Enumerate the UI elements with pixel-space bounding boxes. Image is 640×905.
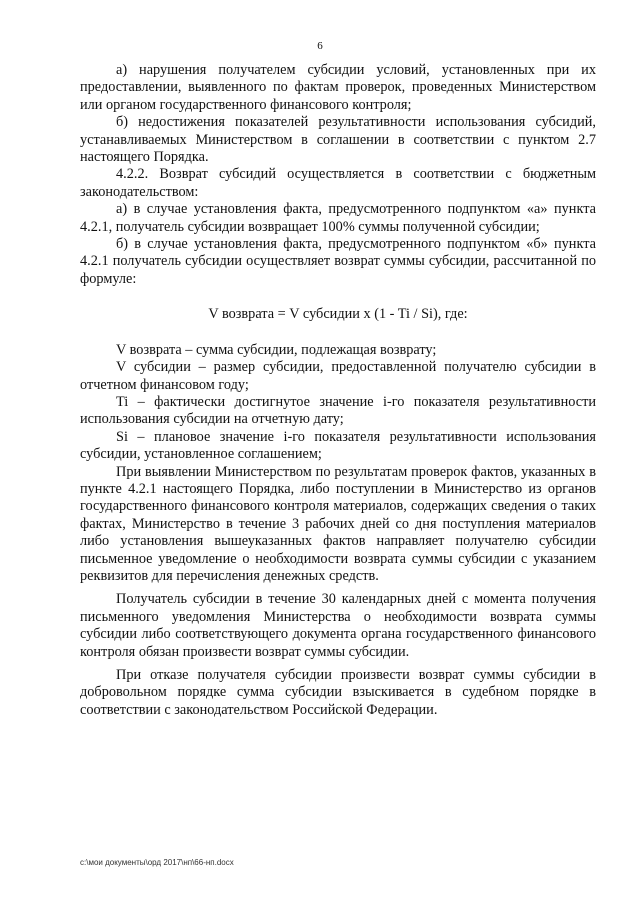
document-body <box>80 62 596 719</box>
paragraph-4-2-2: 4.2.2. Возврат субсидий осуществляется в соответствии с бюджетным законодательством: <box>80 166 596 200</box>
file-path-footer: c:\мои документы\орд 2017\нп\66-нп.docx <box>80 858 234 867</box>
definition-ti: Ti – фактически достигнутое значение i-го показателя результативности использования субсидии на отчетную дату; <box>80 393 596 428</box>
definition-si: Si – плановое значение i-го показателя результативности использования субсидии, установленное соглашением; <box>80 428 596 463</box>
paragraph-4-2-1-a: а) нарушения получателем субсидии условий, установленных при их предоставлении, выявленного по фактам проверок, проведенных Министерством или органом государственного финансового контроля; <box>80 62 596 113</box>
return-formula: V возврата = V субсидии x (1 - Ti / Si), где: <box>208 306 468 323</box>
paragraph-4-2-1-b: б) недостижения показателей результативности использования субсидий, устанавливаемых Министерством в соглашении в соответствии с пунктом 2.7 настоящего Порядка. <box>80 114 596 166</box>
paragraph-return-deadline: Получатель субсидии в течение 30 календарных дней с момента получения письменного уведомления Министерства о необходимости возврата суммы субсидии либо соответствующего документа органа государственного финансового контроля обязан произвести возврат суммы субсидии. <box>80 591 596 660</box>
paragraph-refusal: При отказе получателя субсидии произвести возврат суммы субсидии в добровольном порядке сумма субсидии взыскивается в судебном порядке в соответствии с законодательством Российской Федерации. <box>80 667 596 718</box>
definition-v-subsidy: V субсидии – размер субсидии, предоставленной получателю субсидии в отчетном финансовом году; <box>80 359 596 393</box>
paragraph-4-2-2-b: б) в случае установления факта, предусмотренного подпунктом «б» пункта 4.2.1 получатель субсидии осуществляет возврат суммы субсидии, рассчитанной по формуле: <box>80 236 596 287</box>
page-number: 6 <box>317 40 323 52</box>
paragraph-notification: При выявлении Министерством по результатам проверок фактов, указанных в пункте 4.2.1 настоящего Порядка, либо поступлении в Министерство из органов государственного финансового контроля материалов, содержащих сведения о таких фактах, Министерство в течение 3 рабочих дней со дня поступления материалов либо установления вышеуказанных фактов направляет получателю субсидии письменное уведомление о необходимости возврата суммы субсидии с указанием реквизитов для перечисления денежных средств. <box>80 463 596 584</box>
paragraph-4-2-2-a: а) в случае установления факта, предусмотренного подпунктом «а» пункта 4.2.1, получатель субсидии возвращает 100% суммы полученной субсидии; <box>80 201 596 235</box>
definition-v-return: V возврата – сумма субсидии, подлежащая возврату; <box>116 341 437 358</box>
